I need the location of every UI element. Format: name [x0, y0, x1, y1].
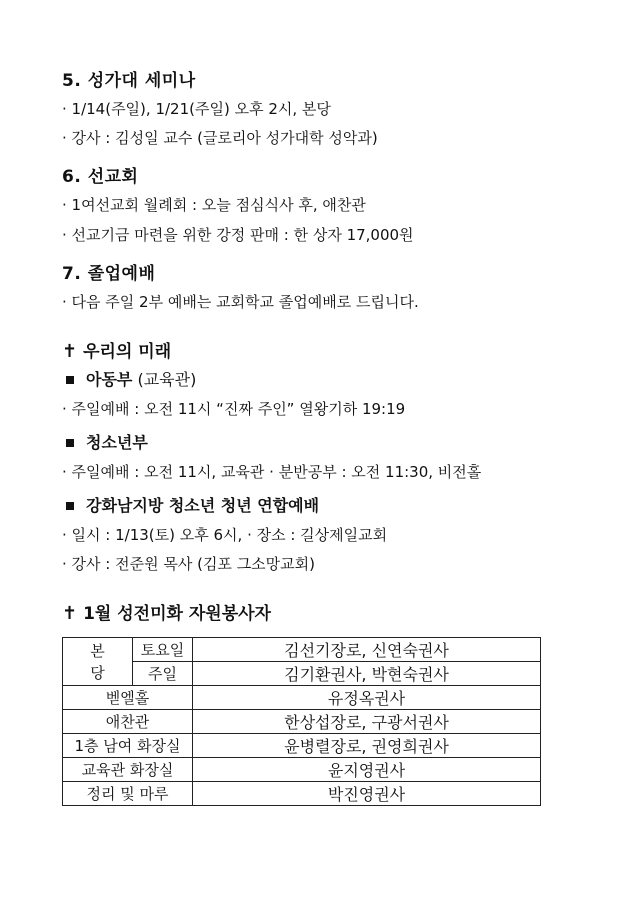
children-heading: [62, 367, 196, 390]
square-bullet-icon: [66, 439, 74, 447]
sanctuary-char-1: 본: [90, 641, 105, 660]
section-5-title: 5. 성가대 세미나: [62, 71, 196, 91]
section-6-line-2: · 선교기금 마련을 위한 강정 판매 : 한 상자 17,000원: [62, 226, 414, 244]
joint-line-2: · 강사 : 전준원 목사 (김포 그소망교회): [62, 555, 315, 573]
sanctuary-char-2: 당: [90, 663, 105, 682]
volunteers-heading: [62, 599, 271, 624]
square-bullet-icon: [66, 376, 74, 384]
names-cell: 윤병렬장로, 권영희권사: [193, 734, 541, 758]
place-cell: 벧엘홀: [63, 686, 193, 710]
square-bullet-icon: [66, 502, 74, 510]
names-cell: 윤지영권사: [193, 758, 541, 782]
names-cell: 유정옥권사: [193, 686, 541, 710]
section-5-line-1: · 1/14(주일), 1/21(주일) 오후 2시, 본당: [62, 100, 331, 118]
joint-line-1: · 일시 : 1/13(토) 오후 6시, · 장소 : 길상제일교회: [62, 526, 388, 544]
table-row: [63, 758, 541, 782]
sanctuary-cell: [63, 638, 133, 686]
place-cell: 주일: [133, 662, 193, 686]
children-line-1: · 주일예배 : 오전 11시 “진짜 주인” 열왕기하 19:19: [62, 400, 406, 418]
names-cell: 박진영권사: [193, 782, 541, 806]
names-cell: 한상섭장로, 구광서권사: [193, 710, 541, 734]
children-title: 아동부: [86, 370, 133, 389]
volunteers-title: 1월 성전미화 자원봉사자: [83, 604, 271, 624]
table-row: [63, 662, 541, 686]
place-cell: 교육관 화장실: [63, 758, 193, 782]
section-7-line-1: · 다음 주일 2부 예배는 교회학교 졸업예배로 드립니다.: [62, 293, 419, 311]
cross-icon: ✝: [62, 341, 78, 362]
section-6-line-1: · 1여선교회 월례회 : 오늘 점심식사 후, 애찬관: [62, 196, 366, 214]
place-cell: 정리 및 마루: [63, 782, 193, 806]
future-heading: [62, 337, 171, 362]
youth-line-1: · 주일예배 : 오전 11시, 교육관 · 분반공부 : 오전 11:30, 비전홀: [62, 463, 482, 481]
joint-heading: [62, 493, 319, 516]
place-cell: 애찬관: [63, 710, 193, 734]
names-cell: 김기환권사, 박현숙권사: [193, 662, 541, 686]
section-6-title: 6. 선교회: [62, 167, 139, 187]
youth-title: 청소년부: [86, 433, 148, 452]
place-cell: 토요일: [133, 638, 193, 662]
table-row: [63, 686, 541, 710]
section-5-line-2: · 강사 : 김성일 교수 (글로리아 성가대학 성악과): [62, 129, 378, 147]
table-row: [63, 782, 541, 806]
cross-icon: ✝: [62, 603, 78, 624]
table-row: [63, 734, 541, 758]
youth-heading: [62, 430, 148, 453]
table-row: [63, 710, 541, 734]
names-cell: 김선기장로, 신연숙권사: [193, 638, 541, 662]
future-title: 우리의 미래: [83, 342, 172, 362]
place-cell: 1층 남여 화장실: [63, 734, 193, 758]
section-7-title: 7. 졸업예배: [62, 264, 156, 284]
children-note: (교육관): [132, 370, 197, 389]
volunteer-table: [62, 637, 541, 806]
table-row: [63, 638, 541, 662]
joint-title: 강화남지방 청소년 청년 연합예배: [86, 496, 320, 515]
